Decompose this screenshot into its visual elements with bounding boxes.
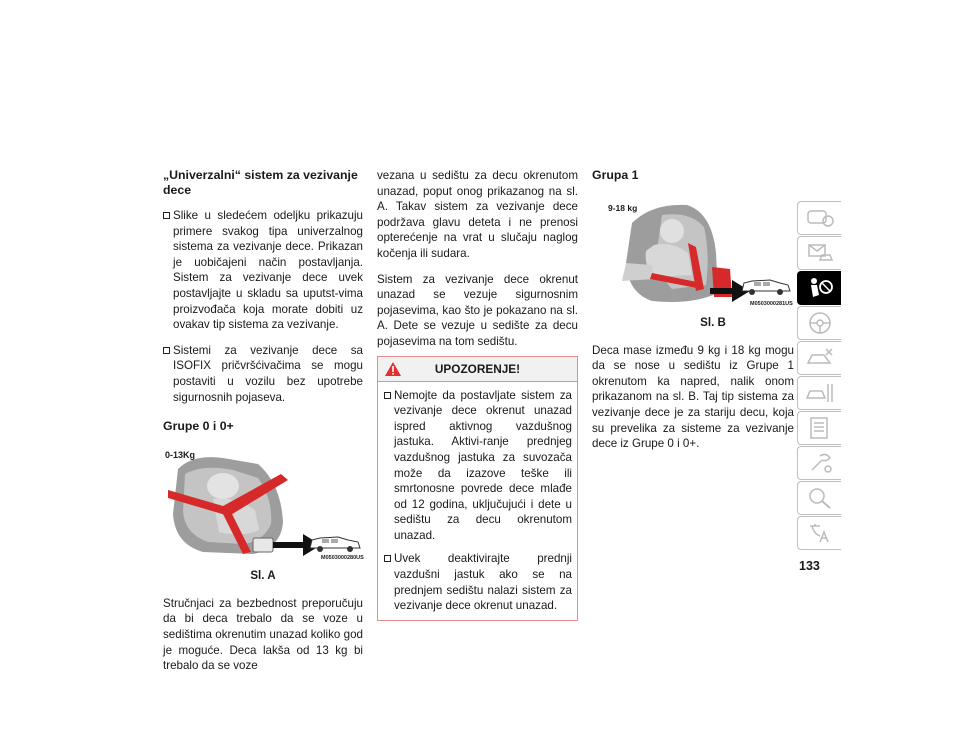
wrench-icon: [804, 450, 836, 476]
body-paragraph: Stručnjaci za bezbednost preporučuju da bi deca trebalo da se voze u sedištima okrenutim unazad koliko god je moguće. Deca lakša od 13 kg bi trebalo da se voze: [163, 596, 363, 673]
warning-title: UPOZORENJE!: [434, 361, 521, 376]
list-item-text: Nemojte da postavljate sistem za vezivanje dece okrenut unazad ispred aktivnog vazdušnog jastuka. Aktivi-ranje prednjeg vazdušnog jastuka za suvozača može da izazove teške ili smrtonosne povrede dece mlađe od 12 godina, uključujući i dete u sedištu za decu okrenutom unazad.: [394, 388, 572, 542]
tab-dashboard[interactable]: [797, 201, 841, 235]
warning-box: [377, 356, 578, 621]
page-number: 133: [799, 559, 820, 573]
subsection-heading: Grupe 0 i 0+: [163, 419, 234, 434]
list-item-text: Sistemi za vezivanje dece sa ISOFIX pričvršćivačima se mogu postaviti u vozilu bez upotrebe sigurnosnih pojaseva.: [173, 343, 363, 404]
mail-car-icon: [804, 240, 836, 266]
figure-code: M0503000280US: [321, 555, 364, 562]
checklist-icon: [804, 415, 836, 441]
chapter-tabs: [797, 201, 841, 551]
body-paragraph: Deca mase između 9 kg i 18 kg mogu da se nose u sedištu iz Grupe 1 okrenutom ka napred, nalik onom prikazanom na sl. B. Taj tip sistema za vezivanje dece je za stariju decu, koja su prevelika za sisteme za vezivanje dece iz Grupe 0 i 0+.: [592, 343, 794, 451]
figure-caption: Sl. A: [250, 569, 276, 583]
checkbox-bullet-icon: [163, 212, 170, 219]
list-item: [163, 208, 363, 333]
weight-label: 9-18 kg: [608, 203, 638, 213]
tab-communication[interactable]: [797, 236, 841, 270]
tab-emergency[interactable]: [797, 341, 841, 375]
column-right: [592, 168, 794, 452]
checkbox-bullet-icon: [384, 555, 391, 562]
column-left: [163, 168, 363, 674]
warning-body: [378, 382, 577, 614]
tab-specifications[interactable]: [797, 411, 841, 445]
figure-b: [592, 193, 794, 309]
checkbox-bullet-icon: [384, 392, 391, 399]
tab-safety[interactable]: [797, 271, 841, 305]
list-item: [384, 551, 572, 613]
checkbox-bullet-icon: [163, 347, 170, 354]
figure-code: M0503000281US: [750, 301, 793, 307]
list-item: [384, 388, 572, 544]
airbag-icon: [804, 275, 836, 301]
figure-a: [163, 444, 363, 562]
tab-index[interactable]: [797, 481, 841, 515]
column-middle: [377, 168, 578, 621]
tab-driving[interactable]: [797, 306, 841, 340]
dashboard-car-icon: [804, 205, 836, 231]
list-item-text: Slike u sledećem odeljku prikazuju primere svakog tipa univerzalnog sistema za vezivanje dece. Prikazan je uobičajeni način postavljanja. Sistem za vezivanje dece uvek postavljajte u skladu sa uputst-vima proizvođača koja morate dobiti uz ovakav tip sistema za vezivanje.: [173, 209, 363, 332]
magnifier-icon: [804, 485, 836, 511]
warning-header: [378, 357, 577, 382]
body-paragraph: vezana u sedištu za decu okrenutom unazad, poput onog prikazanog na sl. A. Takav sistem za vezivanje dece podržava glavu deteta i ne prenosi opterećenje na vrat u slučaju naglog kočenja ili sudara.: [377, 169, 578, 260]
list-item-text: Uvek deaktivirajte prednji vazdušni jastuk ako se na prednjem sedištu nalazi sistem za vezivanje dece okrenut unazad.: [394, 552, 572, 613]
tab-languages[interactable]: [797, 516, 841, 550]
list-item: [163, 343, 363, 405]
tab-multimedia[interactable]: [797, 446, 841, 480]
car-tools-icon: [804, 380, 836, 406]
language-icon: [804, 520, 836, 546]
body-paragraph: Sistem za vezivanje dece okrenut unazad se vezuje sigurnosnim pojasevima, kao što je pokazano na sl. A. Dete se vezuje u sedište za decu pojasevima na tom sedištu.: [377, 272, 578, 348]
car-crash-icon: [804, 345, 836, 371]
weight-label: 0-13Kg: [165, 450, 196, 461]
steering-wheel-icon: [804, 310, 836, 336]
tab-maintenance[interactable]: [797, 376, 841, 410]
section-heading: „Univerzalni“ sistem za vezivanje dece: [163, 168, 358, 197]
figure-caption: Sl. B: [700, 316, 726, 329]
section-heading: Grupa 1: [592, 168, 639, 182]
